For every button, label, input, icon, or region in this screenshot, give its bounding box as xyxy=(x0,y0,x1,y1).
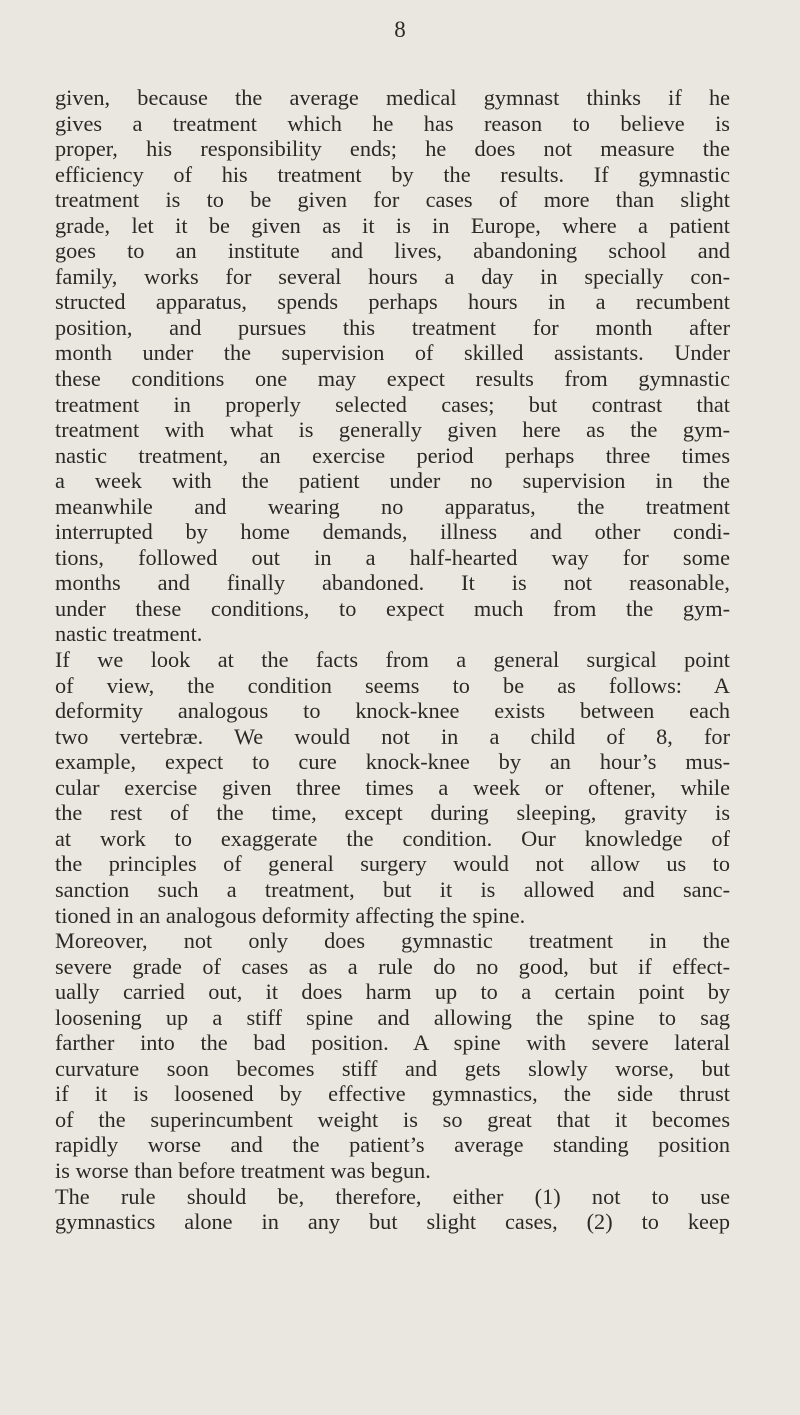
text-line: severe grade of cases as a rule do no good, but if effect- xyxy=(55,953,730,979)
text-line: goes to an institute and lives, abandoning school and xyxy=(55,238,730,264)
text-line: two vertebræ. We would not in a child of 8, for xyxy=(55,723,730,749)
text-line: ually carried out, it does harm up to a certain point by xyxy=(55,979,730,1005)
body-text xyxy=(55,85,730,1235)
text-line: tions, followed out in a half-hearted way for some xyxy=(55,544,730,570)
text-line: sanction such a treatment, but it is allowed and sanc- xyxy=(55,876,730,902)
text-line: is worse than before treatment was begun. xyxy=(55,1157,431,1183)
text-line: loosening up a stiff spine and allowing the spine to sag xyxy=(55,1004,730,1030)
text-line: nastic treatment, an exercise period perhaps three times xyxy=(55,442,730,468)
text-line: proper, his responsibility ends; he does not measure the xyxy=(55,136,730,162)
text-line: deformity analogous to knock-knee exists between each xyxy=(55,698,730,724)
text-line: efficiency of his treatment by the results. If gymnastic xyxy=(55,161,730,187)
text-line: grade, let it be given as it is in Europe, where a patient xyxy=(55,212,730,238)
text-line: of view, the condition seems to be as follows: A xyxy=(55,672,730,698)
text-line: farther into the bad position. A spine with severe lateral xyxy=(55,1030,730,1056)
text-line: family, works for several hours a day in specially con- xyxy=(55,263,730,289)
text-line: treatment is to be given for cases of more than slight xyxy=(55,187,730,213)
text-line: structed apparatus, spends perhaps hours in a recumbent xyxy=(55,289,730,315)
text-line: position, and pursues this treatment for month after xyxy=(55,314,730,340)
text-line: at work to exaggerate the condition. Our knowledge of xyxy=(55,825,730,851)
text-line: given, because the average medical gymnast thinks if he xyxy=(55,85,730,110)
text-line: gives a treatment which he has reason to believe is xyxy=(55,110,730,136)
text-line: rapidly worse and the patient’s average standing position xyxy=(55,1132,730,1158)
text-line: If we look at the facts from a general surgical point xyxy=(55,647,730,673)
text-line: example, expect to cure knock-knee by an hour’s mus- xyxy=(55,749,730,775)
text-line: the principles of general surgery would not allow us to xyxy=(55,851,730,877)
text-line: gymnastics alone in any but slight cases, (2) to keep xyxy=(55,1209,730,1235)
text-line: treatment in properly selected cases; but contrast that xyxy=(55,391,730,417)
text-line: under these conditions, to expect much from the gym- xyxy=(55,595,730,621)
text-line: The rule should be, therefore, either (1) not to use xyxy=(55,1183,730,1209)
text-line: curvature soon becomes stiff and gets slowly worse, but xyxy=(55,1055,730,1081)
text-line: tioned in an analogous deformity affecting the spine. xyxy=(55,902,526,928)
page-number: 8 xyxy=(394,17,406,42)
text-line: months and finally abandoned. It is not reasonable, xyxy=(55,570,730,596)
text-line: month under the supervision of skilled assistants. Under xyxy=(55,340,730,366)
text-line: nastic treatment. xyxy=(55,621,203,647)
text-line: Moreover, not only does gymnastic treatment in the xyxy=(55,928,730,954)
text-line: interrupted by home demands, illness and other condi- xyxy=(55,519,730,545)
text-line: these conditions one may expect results from gymnastic xyxy=(55,366,730,392)
text-line: if it is loosened by effective gymnastics, the side thrust xyxy=(55,1081,730,1107)
text-line: meanwhile and wearing no apparatus, the treatment xyxy=(55,493,730,519)
text-line: a week with the patient under no supervision in the xyxy=(55,468,730,494)
text-line: cular exercise given three times a week or oftener, while xyxy=(55,774,730,800)
text-line: of the superincumbent weight is so great that it becomes xyxy=(55,1106,730,1132)
text-line: the rest of the time, except during sleeping, gravity is xyxy=(55,800,730,826)
text-line: treatment with what is generally given here as the gym- xyxy=(55,417,730,443)
